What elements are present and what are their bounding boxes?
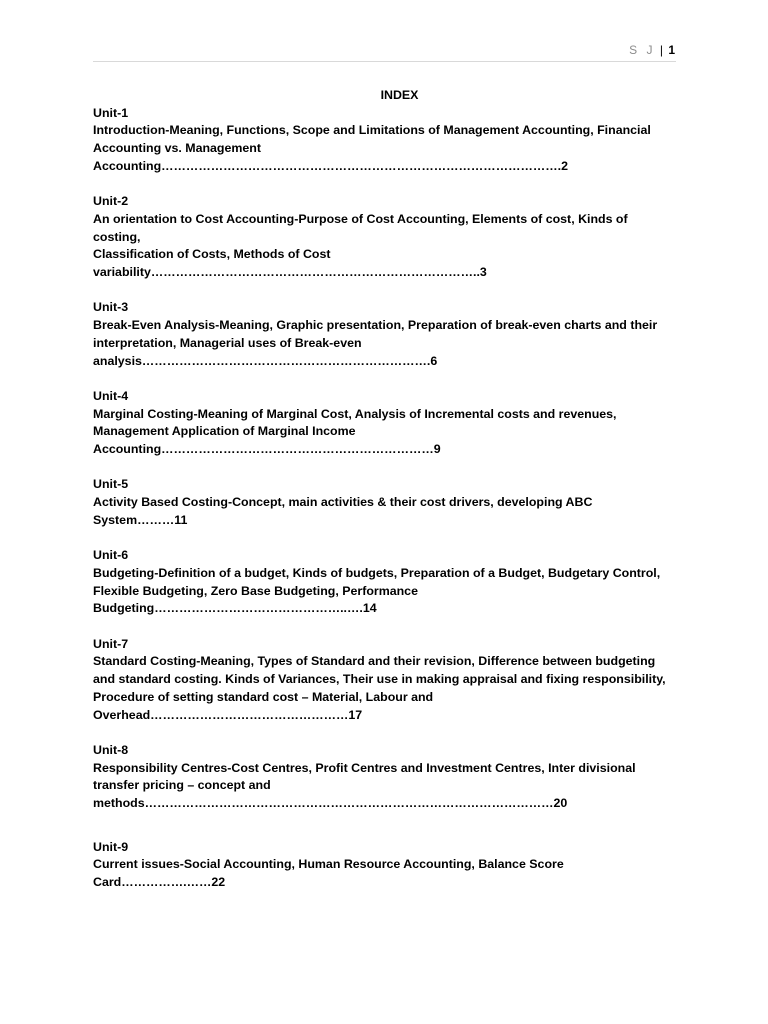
index-content xyxy=(93,87,676,910)
index-entry-unit-8 xyxy=(93,742,676,813)
header-page-number: 1 xyxy=(668,43,675,57)
index-entry-unit-1 xyxy=(93,105,676,176)
index-entry-unit-3 xyxy=(93,299,676,370)
unit-label: Unit-5 xyxy=(93,477,129,492)
unit-label: Unit-2 xyxy=(93,194,129,209)
unit-description: Standard Costing-Meaning, Types of Standard and their revision, Difference between budgeting and standard costing. Kinds of Variances, Their use in making appraisal and fixing responsibility, Procedure of setting standard cost – Material, Labour and Overhead…………………………………………17 xyxy=(93,654,666,722)
unit-description: Introduction-Meaning, Functions, Scope and Limitations of Management Accounting, Financial Accounting vs. Management Accounting…………………………………………………………………………………….2 xyxy=(93,123,651,173)
index-entry-unit-5 xyxy=(93,476,676,529)
unit-label: Unit-9 xyxy=(93,839,129,854)
page-header xyxy=(93,41,676,62)
unit-description: Activity Based Costing-Concept, main activities & their cost drivers, developing ABC System………11 xyxy=(93,495,593,527)
unit-description: Marginal Costing-Meaning of Marginal Cost, Analysis of Incremental costs and revenues, Management Application of Marginal Income Accounting…………………………………………………………9 xyxy=(93,406,617,457)
header-page-info xyxy=(629,41,675,59)
unit-label: Unit-8 xyxy=(93,742,129,757)
unit-label: Unit-1 xyxy=(93,105,129,120)
unit-label: Unit-4 xyxy=(93,388,129,403)
header-initials: S J xyxy=(629,43,656,57)
index-entry-unit-2 xyxy=(93,193,676,282)
index-entry-unit-7 xyxy=(93,636,676,725)
unit-description: Budgeting-Definition of a budget, Kinds of budgets, Preparation of a Budget, Budgetary Control, Flexible Budgeting, Zero Base Budgeting, Performance Budgeting………………………………………..….14 xyxy=(93,565,661,616)
index-title: INDEX xyxy=(380,88,419,102)
unit-label: Unit-6 xyxy=(93,548,129,563)
index-entry-unit-4 xyxy=(93,388,676,459)
unit-description: Current issues-Social Accounting, Human Resource Accounting, Balance Score Card…………….……22 xyxy=(93,857,564,890)
header-separator: | xyxy=(659,43,663,57)
unit-label: Unit-3 xyxy=(93,300,129,315)
index-entry-unit-9 xyxy=(93,839,676,892)
unit-description: Responsibility Centres-Cost Centres, Profit Centres and Investment Centres, Inter divisional transfer pricing – concept and methods………………………………………………………………………………………20 xyxy=(93,760,636,811)
index-entry-unit-6 xyxy=(93,547,676,618)
unit-label: Unit-7 xyxy=(93,636,129,651)
unit-description: Break-Even Analysis-Meaning, Graphic presentation, Preparation of break-even charts and their interpretation, Managerial uses of Break-even analysis…………………………………………………………….6 xyxy=(93,318,658,368)
unit-description: An orientation to Cost Accounting-Purpose of Cost Accounting, Elements of cost, Kinds of costing, Classification of Costs, Methods of Cost variability……………………………………………………………………..3 xyxy=(93,211,628,280)
